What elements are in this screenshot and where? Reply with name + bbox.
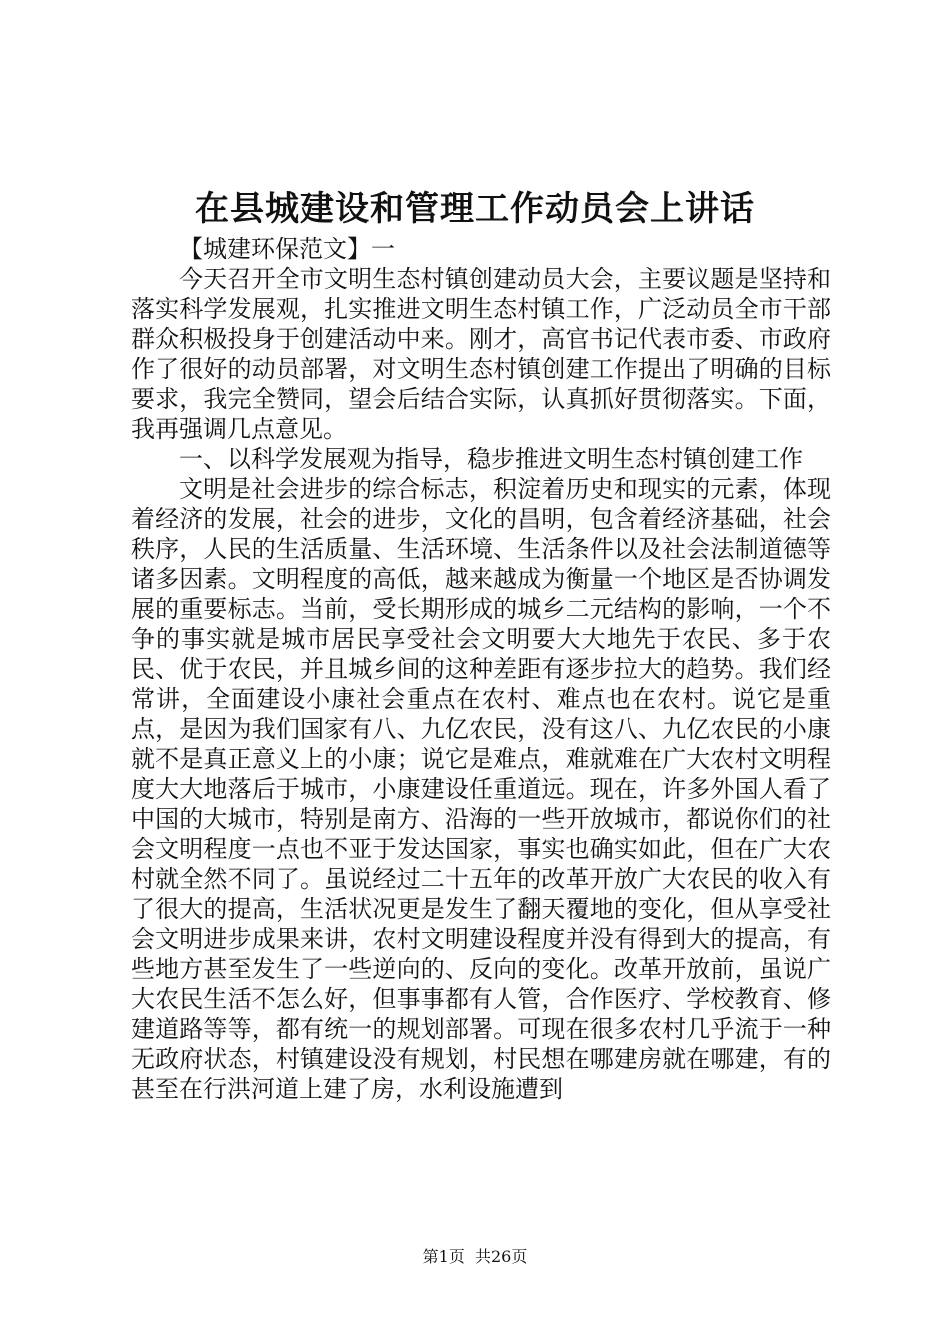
source-line: 【城建环保范文】一: [179, 235, 395, 263]
page-footer: [0, 1246, 950, 1268]
page-number: 第1页 共26页: [422, 1247, 528, 1266]
section-heading-1: 一、以科学发展观为指导，稳步推进文明生态村镇创建工作: [179, 445, 803, 473]
document-body: [131, 234, 831, 1104]
paragraph-civilization: 文明是社会进步的综合标志，积淀着历史和现实的元素，体现着经济的发展，社会的进步，文化的昌明，包含着经济基础，社会秩序，人民的生活质量、生活环境、生活条件以及社会法制道德等诸多因素。文明程度的高低，越来越成为衡量一个地区是否协调发展的重要标志。当前，受长期形成的城乡二元结构的影响，一个不争的事实就是城市居民享受社会文明要大大地先于农民、多于农民、优于农民，并且城乡间的这种差距有逐步拉大的趋势。我们经常讲，全面建设小康社会重点在农村、难点也在农村。说它是重点，是因为我们国家有八、九亿农民，没有这八、九亿农民的小康就不是真正意义上的小康；说它是难点，难就难在广大农村文明程度大大地落后于城市，小康建设任重道远。现在，许多外国人看了中国的大城市，特别是南方、沿海的一些开放城市，都说你们的社会文明程度一点也不亚于发达国家，事实也确实如此，但在广大农村就全然不同了。虽说经过二十五年的改革开放广大农民的收入有了很大的提高，生活状况更是发生了翻天覆地的变化，但从享受社会文明进步成果来讲，农村文明建设程度并没有得到大的提高，有些地方甚至发生了一些逆向的、反向的变化。改革开放前，虽说广大农民生活不怎么好，但事事都有人管，合作医疗、学校教育、修建道路等等，都有统一的规划部署。可现在很多农村几乎流于一种无政府状态，村镇建设没有规划，村民想在哪建房就在哪建，有的甚至在行洪河道上建了房，水利设施遭到: [131, 475, 831, 1103]
document-title: 在县城建设和管理工作动员会上讲话: [195, 189, 755, 229]
paragraph-intro: 今天召开全市文明生态村镇创建动员大会，主要议题是坚持和落实科学发展观，扎实推进文明生态村镇工作，广泛动员全市干部群众积极投身于创建活动中来。刚才，高官书记代表市委、市政府作了很好的动员部署，对文明生态村镇创建工作提出了明确的目标要求，我完全赞同，望会后结合实际，认真抓好贯彻落实。下面，我再强调几点意见。: [131, 265, 831, 443]
